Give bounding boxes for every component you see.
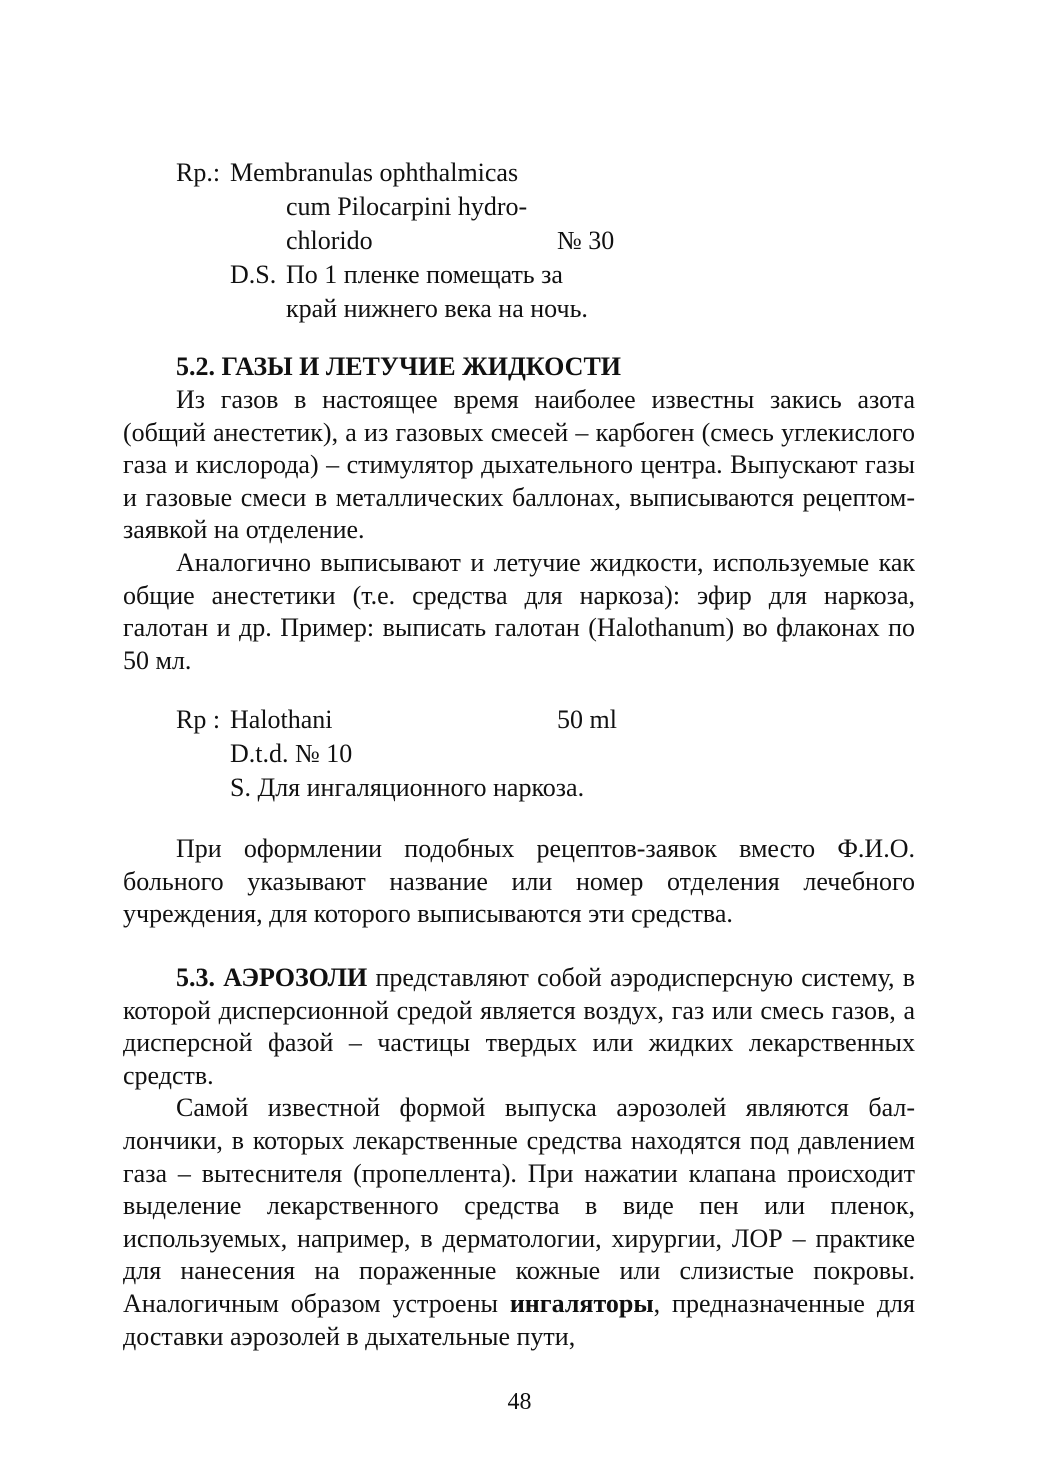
- rx2-dtd: D.t.d. № 10: [230, 739, 353, 768]
- section-body-gases: [123, 384, 915, 677]
- rx2-amount: 50 ml: [557, 705, 617, 734]
- page-number: 48: [507, 1389, 532, 1415]
- rx2-prefix: Rp :: [176, 705, 221, 734]
- rx2-drug: Halothani: [230, 705, 333, 734]
- paragraph-note: При оформлении подобных рецептов-заявок вместо Ф.И.О. больного указывают название или номер отделения лечебного учреждения, для которого выписываются эти средства.: [123, 834, 915, 929]
- rx-prefix: Rp.:: [176, 158, 221, 187]
- rx-signa-line-2: край нижнего века на ночь.: [286, 294, 588, 323]
- rx-signa-line-1: По 1 пленке помещать за: [286, 260, 563, 289]
- section-body-aerosols: [123, 962, 915, 1353]
- rx-drug-line-2: cum Pilocarpini hydro-: [286, 192, 528, 221]
- paragraph-aerosols-definition: [123, 962, 915, 1092]
- paragraph-gases: Из газов в настоящее время наиболее известны закись азота (общий анестетик), а из газовых смесей – карбоген (смесь углекислого газа и кислорода) – стимулятор дыхательного центра. Выпускают газы и газовые смеси в металлических баллонах, выписываются рецептом-заявкой на отделение.: [123, 385, 915, 545]
- rx2-signa: S. Для ингаляционного наркоза.: [230, 773, 585, 802]
- paragraph-volatile-liquids: Аналогично выписывают и летучие жидкости, используемые как общие анестетики (т.е. средства для наркоза): эфир для наркоза, галотан и др. Пример: выписать галотан (Halothanum) во флаконах по 50 мл.: [123, 547, 915, 675]
- rx-signa-prefix: D.S.: [230, 260, 277, 289]
- rx-quantity: № 30: [557, 226, 615, 255]
- rx-drug-line-3: chlorido: [286, 226, 373, 255]
- aerosol-cans-text-end: , предназначенные для доставки аэрозолей в дыхательные пути,: [123, 1288, 915, 1351]
- rx-drug-line-1: Membranulas ophthalmicas: [230, 158, 519, 187]
- section-heading-gases: 5.2. ГАЗЫ И ЛЕТУЧИЕ ЖИДКОСТИ: [176, 352, 622, 381]
- prescription-halothane: [176, 703, 636, 805]
- note-block: [123, 833, 915, 931]
- inhalers-term: ингаляторы: [509, 1288, 654, 1318]
- section-heading-aerosols: 5.3. АЭРОЗОЛИ: [176, 963, 368, 992]
- aerosols-definition-text: представляют собой аэродисперсную систему, в которой дисперсионной средой является воздух, газ или смесь газов, а дисперсной фазой – частицы твердых или жидких лекарственных средств.: [123, 963, 915, 1090]
- aerosol-cans-text: Самой известной формой выпуска аэрозолей являются баллончики, в которых лекарственные средства находятся под давлением газа – вытеснителя (пропеллента). При нажатии клапана происходит выделение лекарственного средства в виде пен или пленок, используемых, например, в дерматологии, хирургии, ЛОР – практике для нанесения на пораженные кожные или слизистые покровы. Аналогичным образом устроены: [123, 1093, 915, 1318]
- paragraph-aerosol-cans: [123, 1092, 915, 1353]
- prescription-pilocarpine: [176, 156, 636, 326]
